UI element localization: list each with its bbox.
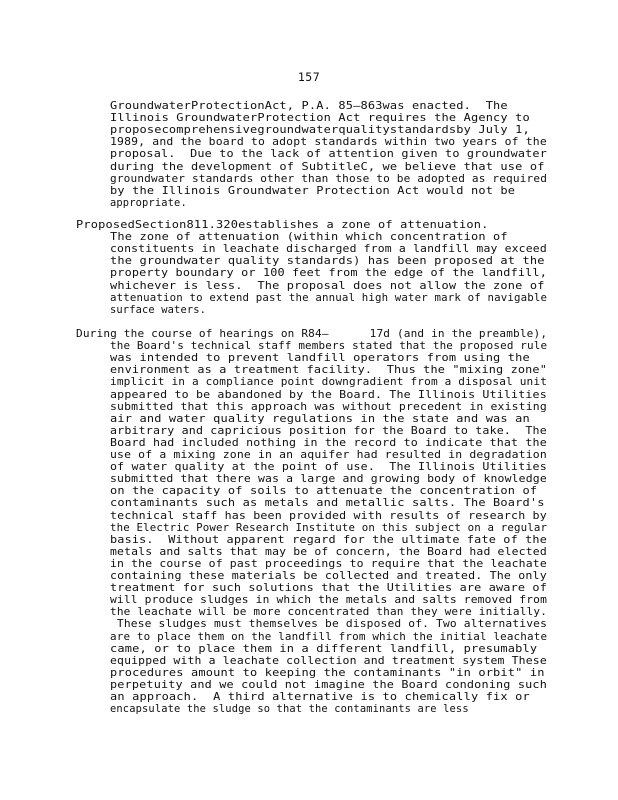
paragraph-3-line: the Electric Power Research Institute on this subject on a regular — [110, 521, 548, 534]
paragraph-3-line: the leachate will be more concentrated than they were initially. — [110, 606, 548, 619]
paragraph-2-line: constituents in leachate discharged from a landfill may exceed — [110, 243, 547, 256]
paragraph-3-line: appeared to be abandoned by the Board. The Illinois Utilities — [110, 388, 547, 401]
paragraph-3-line: procedures amount to keeping the contaminants "in orbit" in — [110, 666, 545, 679]
paragraph-1-line: appropriate. — [110, 196, 187, 209]
page-number: 157 — [297, 70, 321, 84]
paragraph-1-line: by the Illinois Groundwater Protection Act would not be — [110, 184, 516, 197]
paragraph-3-line: arbitrary and capricious position for the Board to take. The — [110, 424, 547, 437]
paragraph-3-line: These sludges must themselves be disposed of. Two alternatives — [110, 618, 548, 631]
paragraph-1-line: groundwater standards other than those to be adopted as required — [110, 172, 548, 185]
paragraph-3-line: basis. Without apparent regard for the ultimate fate of the — [110, 533, 547, 546]
paragraph-3-line: perpetuity and we could not imagine the Board condoning such — [110, 678, 547, 691]
paragraph-3-line: technical staff has been provided with results of research by — [110, 509, 547, 522]
paragraph-3-line: submitted that there was a large and growing body of knowledge — [110, 473, 547, 486]
paragraph-3-line: the Board's technical staff members stated that the proposed rule — [110, 340, 548, 353]
paragraph-2-line: property boundary or 100 feet from the edge of the landfill, — [110, 267, 547, 280]
paragraph-3-line: came, or to place them in a different landfill, presumably — [110, 642, 538, 655]
paragraph-3-line: treatment for such solutions that the Utilities are aware of — [110, 582, 547, 595]
paragraph-3-line: air and water quality regulations in the state and was an — [110, 412, 530, 425]
paragraph-3-line: will produce sludges in which the metals and salts removed from — [110, 594, 548, 607]
paragraph-3-line: submitted that this approach was without precedent in existing — [110, 400, 547, 413]
paragraph-3-line: contaminants such as metals and metallic salts. The Board's — [110, 497, 545, 510]
paragraph-3-line: implicit in a compliance point downgradient from a disposal unit — [110, 376, 548, 389]
paragraph-3-line: on the capacity of soils to attenuate the concentration of — [110, 485, 538, 498]
paragraph-2-line: The zone of attenuation (within which concentration of — [110, 231, 508, 244]
paragraph-3-line: of water quality at the point of use. The Illinois Utilities — [110, 461, 547, 474]
paragraph-3-line: encapsulate the sludge so that the contaminants are less — [110, 703, 469, 716]
paragraph-3-line: in the course of past proceedings to require that the leachate — [110, 557, 547, 570]
paragraph-1-line: proposal. Due to the lack of attention given to groundwater — [110, 148, 547, 161]
paragraph-1-line: during the development of SubtitleC, we believe that use of — [110, 160, 545, 173]
paragraph-3-line: use of a mixing zone in an aquifer had resulted in degradation — [110, 449, 547, 461]
paragraph-2-line: the groundwater quality standards) has been proposed at the — [110, 255, 545, 268]
paragraph-3-line: During the course of hearings on R84– 17d (and in the preamble), — [76, 328, 548, 340]
paragraph-3-line: environment as a treatment facility. Thus the "mixing zone" — [110, 364, 547, 377]
paragraph-1-line: 1989, and the board to adopt standards within two years of the — [110, 136, 547, 149]
paragraph-3-line: are to place them on the landfill from which the initial leachate — [110, 630, 548, 643]
paragraph-3-line: was intended to prevent landfill operators from using the — [110, 352, 530, 365]
paragraph-3-line: metals and salts that may be of concern, the Board had elected — [110, 545, 547, 558]
paragraph-2-line: ProposedSection811.320establishes a zone of attenuation. — [76, 219, 489, 231]
paragraph-2-line: surface waters. — [110, 303, 207, 316]
paragraph-3-line: containing these materials be collected and treated. The only — [110, 570, 547, 582]
paragraph-1-line: GroundwaterProtectionAct, P.A. 85–863was enacted. The — [110, 100, 508, 112]
paragraph-3-line: equipped with a leachate collection and treatment system These — [110, 654, 547, 667]
paragraph-2-line: attenuation to extend past the annual high water mark of navigable — [110, 291, 548, 304]
paragraph-2-line: whichever is less. The proposal does not allow the zone of — [110, 279, 545, 292]
paragraph-1-line: Illinois GroundwaterProtection Act requires the Agency to — [110, 112, 530, 125]
paragraph-1-line: proposecomprehensivegroundwaterqualitystandardsby July 1, — [110, 124, 530, 137]
paragraph-3-line: an approach. A third alternative is to chemically fix or — [110, 691, 530, 703]
paragraph-3-line: Board had included nothing in the record to indicate that the — [110, 436, 547, 449]
